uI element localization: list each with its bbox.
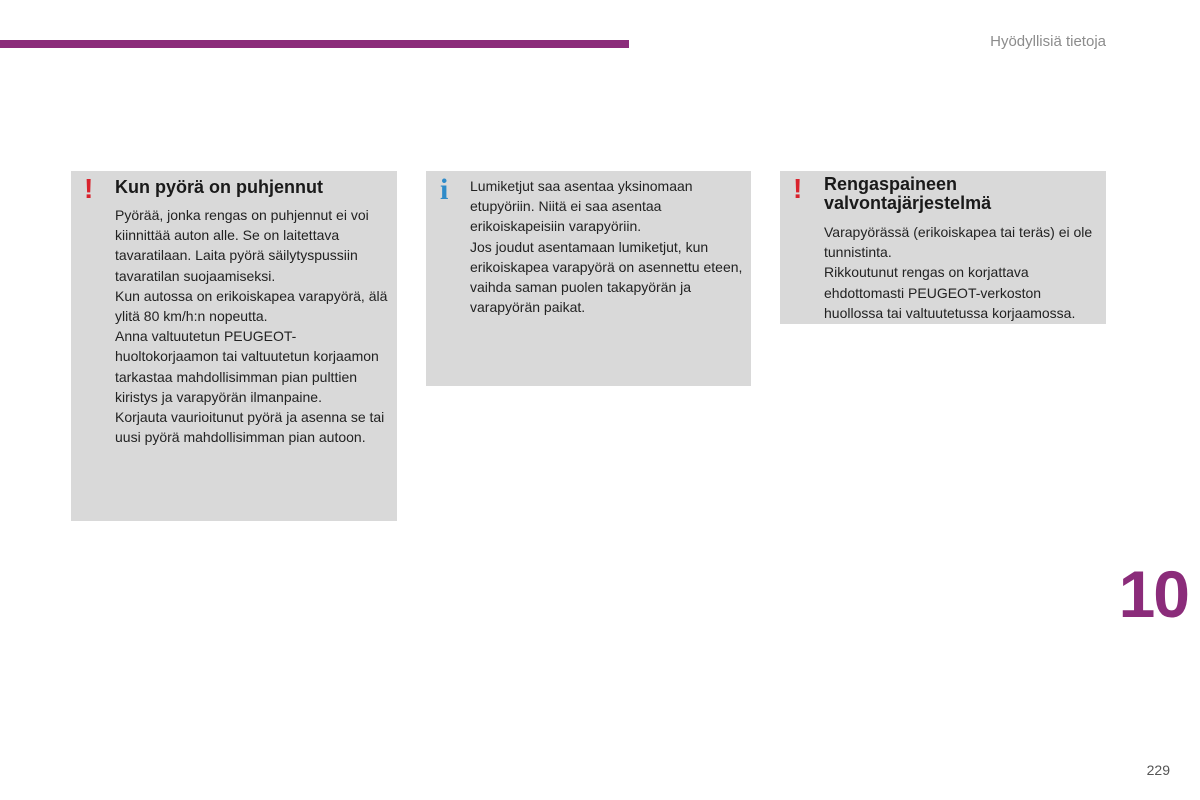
paragraph: Korjauta vaurioitunut pyörä ja asenna se tai uusi pyörä mahdollisimman pian autoon. [115,409,385,446]
paragraph: Varapyörässä (erikoiskapea tai teräs) ei ole tunnistinta. [824,224,1093,261]
chapter-number: 10 [1118,557,1188,631]
page-number: 229 [1146,762,1170,778]
info-icon: i [440,173,449,206]
box-title: Kun pyörä on puhjennut [115,177,323,197]
warning-exclamation-icon: ! [84,173,94,204]
warning-box-tyre-pressure [780,171,1106,324]
warning-box-flat-tyre [71,171,397,521]
section-title: Hyödyllisiä tietoja [990,33,1106,50]
paragraph: Pyörää, jonka rengas on puhjennut ei voi kiinnittää auton alle. Se on laitettava tavaratilaan. Laita pyörä säilytyspussiin tavaratilan suojaamiseksi. [115,207,369,284]
info-box-snow-chains [426,171,751,386]
box-body [115,205,391,447]
box-body [824,222,1100,323]
box-title: Rengaspaineen valvontajärjestelmä [824,174,992,213]
paragraph: Kun autossa on erikoiskapea varapyörä, älä ylitä 80 km/h:n nopeutta. [115,287,388,325]
paragraph: Lumiketjut saa asentaa yksinomaan etupyöriin. Niitä ei saa asentaa erikoiskapeisiin varapyöriin. [470,178,693,235]
paragraph: Anna valtuutetun PEUGEOT-huoltokorjaamon tai valtuutetun korjaamon tarkastaa mahdollisimman pian pulttien kiristys ja varapyörän ilmanpaine. [115,328,379,405]
header-accent-bar [0,40,629,48]
box-body [470,176,745,317]
paragraph: Jos joudut asentamaan lumiketjut, kun erikoiskapea varapyörä on asennettu eteen, vaihda saman puolen takapyörän ja varapyörän paikat. [470,238,743,316]
paragraph: Rikkoutunut rengas on korjattava ehdottomasti PEUGEOT-verkoston huollossa tai valtuutetussa korjaamossa. [824,264,1076,321]
warning-exclamation-icon: ! [793,173,803,204]
